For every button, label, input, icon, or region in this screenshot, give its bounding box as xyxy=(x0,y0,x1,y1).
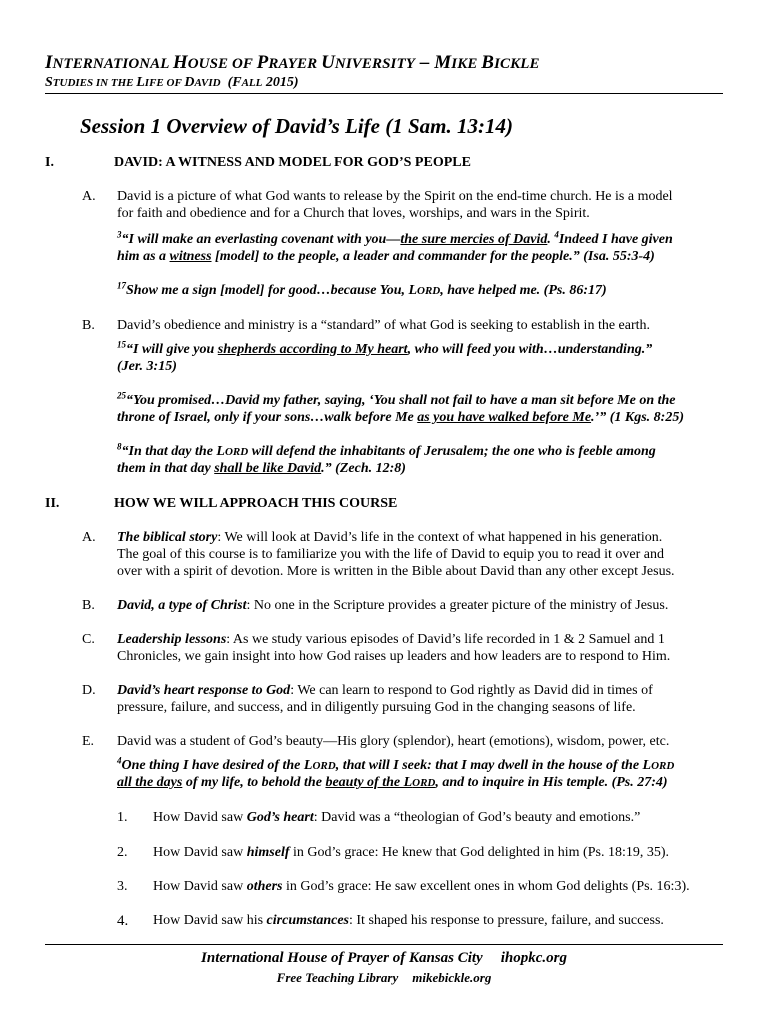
section-2d-line-1: David’s heart response to God: We can learn to respond to God rightly as David did in times of xyxy=(117,683,653,698)
section-2d-line-2: pressure, failure, and success, and in diligently pursuing God in the changing seasons of life. xyxy=(117,700,636,715)
section-2a-label: A. xyxy=(82,530,96,545)
section-2a-line-3: over with a spirit of devotion. More is written in the Bible about David than any other except Jesus. xyxy=(117,564,675,579)
scripture-ps-86: $^{17}$Show me a sign [model] for good…because You, LORD, have helped me. (Ps. 86:17) xyxy=(117,280,607,298)
section-2d-label: D. xyxy=(82,683,96,698)
scripture-zech-12-line-2: them in that day shall be like David.” (Zech. 12:8) xyxy=(117,461,406,476)
scripture-zech-12-line-1: $^8$“In that day the LORD will defend the inhabitants of Jerusalem; the one who is feeble among xyxy=(117,441,656,459)
section-1b-text: David’s obedience and ministry is a “standard” of what God is seeking to establish in the earth. xyxy=(117,318,651,333)
list-item-1-number: 1. xyxy=(117,810,128,825)
footer-library-line xyxy=(0,970,768,986)
section-2e-text: David was a student of God’s beauty—His glory (splendor), heart (emotions), wisdom, power, etc. xyxy=(117,734,670,749)
section-1a-line-1: David is a picture of what God wants to release by the Spirit on the end-time church. He is a model xyxy=(117,189,673,204)
section-1b-label: B. xyxy=(82,318,95,333)
list-item-2: How David saw himself in God’s grace: He knew that God delighted in him (Ps. 18:19, 35). xyxy=(153,845,669,860)
footer-org-line xyxy=(0,950,768,967)
list-item-3: How David saw others in God’s grace: He saw excellent ones in whom God delights (Ps. 16:3). xyxy=(153,879,690,894)
footer-org: International House of Prayer of Kansas City xyxy=(201,950,483,966)
section-2c-label: C. xyxy=(82,632,95,647)
section-2b-line-1: David, a type of Christ: No one in the Scripture provides a greater picture of the ministry of Jesus. xyxy=(117,598,669,613)
list-item-3-number: 3. xyxy=(117,879,128,894)
header-subtitle: STUDIES IN THE LIFE OF DAVID (FALL 2015) xyxy=(45,75,299,90)
scripture-1kgs-8-line-2: throne of Israel, only if your sons…walk before Me as you have walked before Me.’” (1 Kgs. 8:25) xyxy=(117,410,684,425)
section-2a-line-2: The goal of this course is to familiarize you with the life of David to equip you to read it over and xyxy=(117,547,665,562)
section-2a-line-1: The biblical story: We will look at David’s life in the context of what happened in his generation. xyxy=(117,530,663,545)
list-item-2-number: 2. xyxy=(117,845,128,860)
section-1a-line-2: for faith and obedience and for a Church that loves, worships, and wars in the Spirit. xyxy=(117,206,590,221)
scripture-ps-27-line-2: all the days of my life, to behold the beauty of the LORD, and to inquire in His temple. (Ps. 27:4) xyxy=(117,775,668,790)
list-item-1: How David saw God’s heart: David was a “theologian of God’s beauty and emotions.” xyxy=(153,810,641,825)
scripture-1kgs-8-line-1: $^{25}$“You promised…David my father, saying, ‘You shall not fail to have a man sit before Me on the xyxy=(117,390,676,408)
document-header xyxy=(45,52,723,91)
list-item-4: How David saw his circumstances: It shaped his response to pressure, failure, and success. xyxy=(153,913,664,928)
section-2e-label: E. xyxy=(82,734,95,749)
scripture-isa-55-line-2: him as a witness [model] to the people, a leader and commander for the people.” (Isa. 55:3-4) xyxy=(117,249,655,264)
footer-library: Free Teaching Library xyxy=(276,970,399,985)
scripture-jer-3-line-1: $^{15}$“I will give you shepherds according to My heart, who will feed you with…understanding.” xyxy=(117,339,653,357)
section-2c-line-1: Leadership lessons: As we study various episodes of David’s life recorded in 1 & 2 Samuel and 1 xyxy=(117,632,665,647)
footer-site-link[interactable]: mikebickle.org xyxy=(412,970,492,985)
section-1a-label: A. xyxy=(82,189,96,204)
footer-url-link[interactable]: ihopkc.org xyxy=(500,950,567,966)
section-2b-label: B. xyxy=(82,598,95,613)
list-item-4-number: 4. xyxy=(117,913,129,929)
scripture-ps-27-line-1: $^4$One thing I have desired of the LORD, that will I seek: that I may dwell in the house of the LORD xyxy=(117,755,675,773)
session-title: Session 1 Overview of David’s Life (1 Sam. 13:14) xyxy=(80,114,513,138)
footer-rule xyxy=(45,944,723,945)
section-1-heading: I. DAVID: A WITNESS AND MODEL FOR GOD’S PEOPLE xyxy=(45,155,471,170)
header-title: INTERNATIONAL HOUSE OF PRAYER UNIVERSITY – MIKE BICKLE xyxy=(45,52,540,73)
scripture-jer-3-line-2: (Jer. 3:15) xyxy=(117,359,177,374)
scripture-isa-55-line-1: $^3$“I will make an everlasting covenant with you—the sure mercies of David. $^4$Indeed I have given xyxy=(117,229,673,247)
section-2c-line-2: Chronicles, we gain insight into how God raises up leaders and how leaders are to respond to Him. xyxy=(117,649,671,664)
section-2-heading: II. HOW WE WILL APPROACH THIS COURSE xyxy=(45,496,398,511)
header-rule xyxy=(45,93,723,94)
